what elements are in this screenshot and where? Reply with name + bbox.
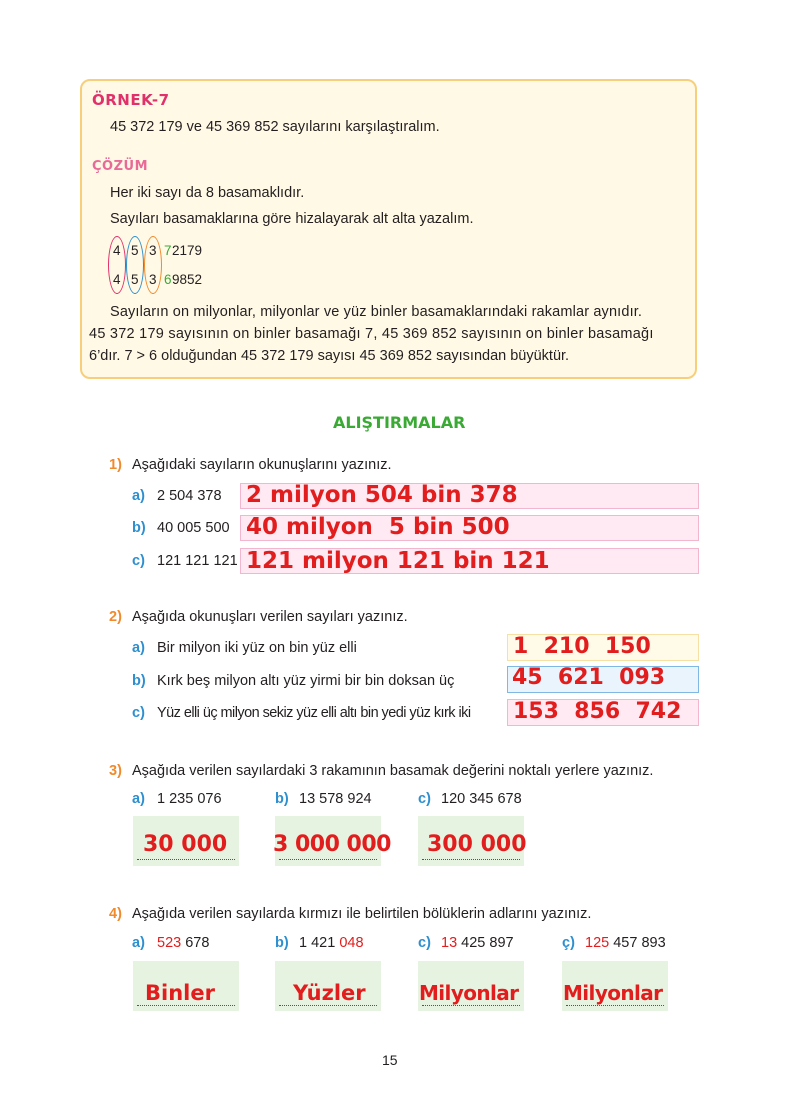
solution-paragraph-line-1: Sayıların on milyonlar, milyonlar ve yüz binler basamaklarındaki rakamlar aynıdır. xyxy=(110,304,643,320)
aligned-number-row-2 xyxy=(0,270,400,290)
digit: 5 xyxy=(131,272,139,287)
example-statement: 45 372 179 ve 45 369 852 sayılarını karşılaştıralım. xyxy=(110,119,440,135)
item-words: Yüz elli üç milyon sekiz yüz elli altı bin yedi yüz kırk iki xyxy=(157,705,471,721)
item-label: b) xyxy=(275,791,289,807)
answer-text: Milyonlar xyxy=(563,981,663,1005)
dotted-line xyxy=(279,859,377,860)
answer-text: 1 210 150 xyxy=(513,634,651,659)
aligned-number-row-1 xyxy=(0,241,400,261)
item-label: a) xyxy=(132,791,145,807)
answer-text: 3 000 000 xyxy=(273,832,391,857)
question-number: 1) xyxy=(109,457,122,473)
answer-field[interactable] xyxy=(418,961,524,1011)
highlighted-group: 13 xyxy=(441,935,458,951)
item-label: a) xyxy=(132,935,145,951)
solution-paragraph-line-2: 45 372 179 sayısının on binler basamağı 7, 45 369 852 sayısının on binler basamağı xyxy=(89,326,654,342)
answer-field[interactable] xyxy=(507,699,699,726)
item-words: Bir milyon iki yüz on bin yüz elli xyxy=(157,640,357,656)
dotted-line xyxy=(422,1005,520,1006)
digit: 4 xyxy=(113,272,121,287)
item-label: b) xyxy=(132,673,146,689)
exercises-title: ALIŞTIRMALAR xyxy=(333,413,466,432)
item-label: c) xyxy=(418,791,431,807)
item-number: 40 005 500 xyxy=(157,520,230,536)
answer-text: 30 000 xyxy=(143,832,228,857)
item-label: a) xyxy=(132,640,145,656)
digits-rest: 2179 xyxy=(172,243,203,258)
answer-text: 45 621 093 xyxy=(512,665,666,690)
rest-digits: 1 421 xyxy=(299,935,340,951)
question-number: 3) xyxy=(109,763,122,779)
answer-field[interactable] xyxy=(507,666,699,693)
item-number xyxy=(585,935,666,951)
dotted-line xyxy=(137,1005,235,1006)
item-number: 2 504 378 xyxy=(157,488,222,504)
item-number: 13 578 924 xyxy=(299,791,372,807)
answer-text: 153 856 742 xyxy=(513,699,682,724)
solution-line-2: Sayıları basamaklarına göre hizalayarak alt alta yazalım. xyxy=(110,211,474,227)
question-text: Aşağıda verilen sayılardaki 3 rakamının basamak değerini noktalı yerlere yazınız. xyxy=(132,763,654,779)
rest-digits: 678 xyxy=(181,935,210,951)
digit: 5 xyxy=(131,243,139,258)
highlighted-group: 523 xyxy=(157,935,182,951)
answer-text: 300 000 xyxy=(427,832,527,857)
dotted-line xyxy=(566,1005,664,1006)
rest-digits: 457 893 xyxy=(609,935,666,951)
answer-text: 121 milyon 121 bin 121 xyxy=(246,548,550,574)
answer-field[interactable] xyxy=(240,515,699,541)
digit-highlight: 7 xyxy=(164,243,172,258)
solution-paragraph-line-3: 6’dır. 7 > 6 olduğundan 45 372 179 sayısı 45 369 852 sayısından büyüktür. xyxy=(89,348,570,364)
answer-field[interactable] xyxy=(133,816,239,866)
question-text: Aşağıda okunuşları verilen sayıları yazınız. xyxy=(132,609,408,625)
item-label: ç) xyxy=(562,935,575,951)
answer-text: Binler xyxy=(145,981,215,1005)
item-number: 121 121 121 xyxy=(157,553,238,569)
dotted-line xyxy=(422,859,520,860)
item-label: b) xyxy=(275,935,289,951)
answer-text: Yüzler xyxy=(293,981,366,1005)
question-text: Aşağıda verilen sayılarda kırmızı ile belirtilen bölüklerin adlarını yazınız. xyxy=(132,906,592,922)
digits-rest: 9852 xyxy=(172,272,203,287)
answer-text: 40 milyon 5 bin 500 xyxy=(246,514,510,540)
answer-field[interactable] xyxy=(273,816,391,866)
question-text: Aşağıdaki sayıların okunuşlarını yazınız. xyxy=(132,457,392,473)
item-label: c) xyxy=(418,935,431,951)
digit-highlight: 6 xyxy=(164,272,172,287)
item-label: b) xyxy=(132,520,146,536)
answer-field[interactable] xyxy=(275,961,381,1011)
example-label: ÖRNEK-7 xyxy=(92,91,170,109)
digit: 3 xyxy=(149,272,157,287)
answer-text: 2 milyon 504 bin 378 xyxy=(246,482,518,508)
solution-line-1: Her iki sayı da 8 basamaklıdır. xyxy=(110,185,305,201)
answer-field[interactable] xyxy=(507,634,699,661)
question-number: 2) xyxy=(109,609,122,625)
dotted-line xyxy=(279,1005,377,1006)
item-number xyxy=(441,935,514,951)
question-number: 4) xyxy=(109,906,122,922)
item-number xyxy=(299,935,364,951)
highlighted-group: 125 xyxy=(585,935,610,951)
rest-digits: 425 897 xyxy=(457,935,514,951)
digit: 4 xyxy=(113,243,121,258)
item-label: c) xyxy=(132,705,145,721)
answer-field[interactable] xyxy=(240,548,699,574)
item-number xyxy=(157,935,209,951)
answer-field[interactable] xyxy=(133,961,239,1011)
item-words: Kırk beş milyon altı yüz yirmi bir bin doksan üç xyxy=(157,673,455,689)
item-label: c) xyxy=(132,553,145,569)
answer-field[interactable] xyxy=(240,483,699,509)
digit: 3 xyxy=(149,243,157,258)
answer-text: Milyonlar xyxy=(419,981,519,1005)
answer-field[interactable] xyxy=(418,816,527,866)
page-number: 15 xyxy=(382,1052,398,1068)
solution-label: ÇÖZÜM xyxy=(92,159,149,174)
item-number: 1 235 076 xyxy=(157,791,222,807)
highlighted-group: 048 xyxy=(339,935,364,951)
item-number: 120 345 678 xyxy=(441,791,522,807)
dotted-line xyxy=(137,859,235,860)
answer-field[interactable] xyxy=(562,961,668,1011)
item-label: a) xyxy=(132,488,145,504)
